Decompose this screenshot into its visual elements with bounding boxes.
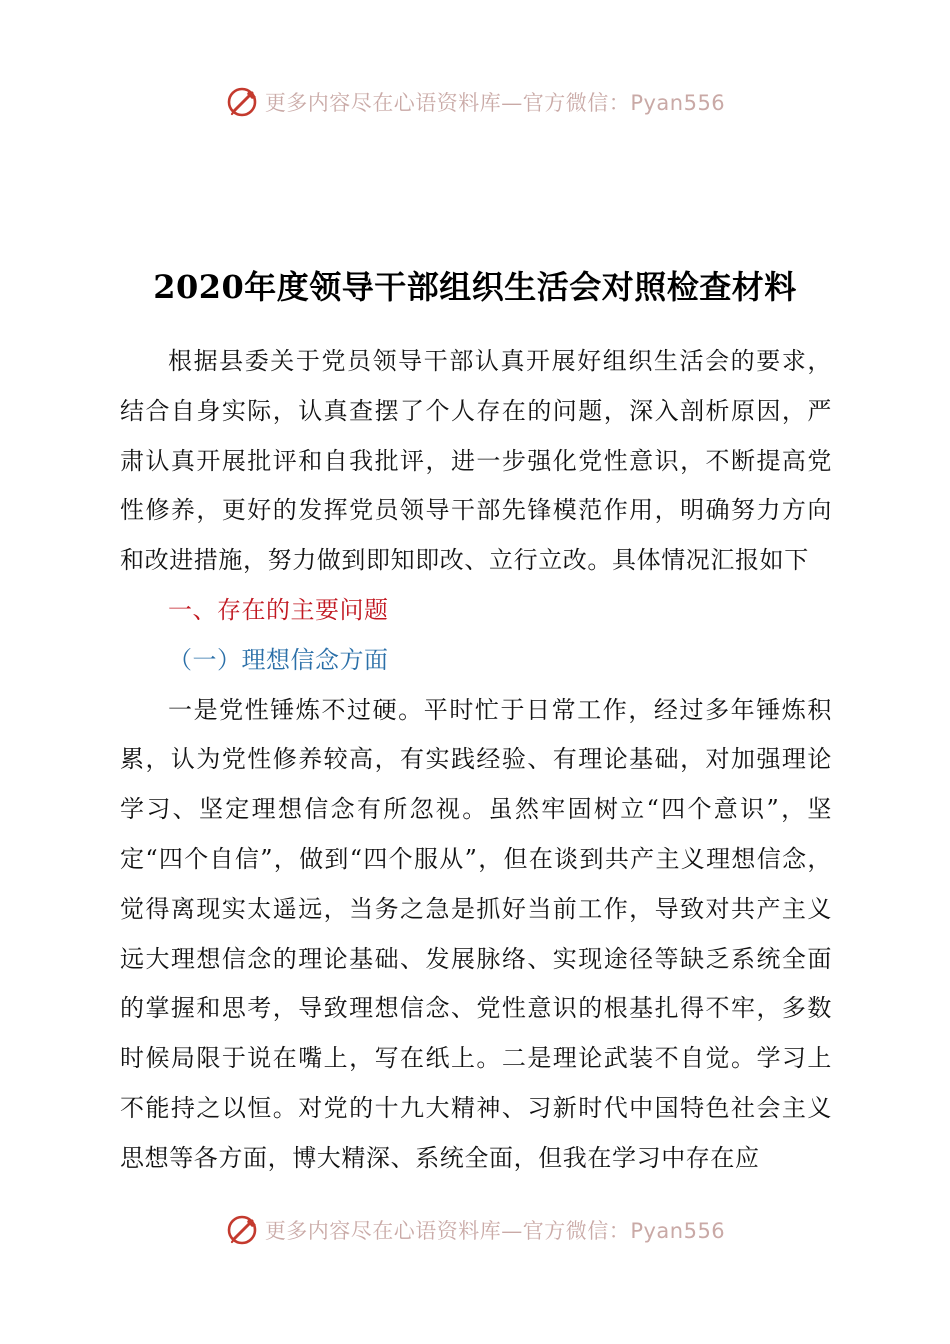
pen-circle-logo-icon [225,1212,261,1248]
document-body [120,337,832,1184]
subsection-heading: （一）理想信念方面 [168,645,389,674]
header-watermark-banner [0,82,950,122]
section-heading: 一、存在的主要问题 [168,595,389,624]
pen-circle-logo-icon [225,84,261,120]
wechat-id: Pyan556 [630,1219,726,1243]
wechat-id: Pyan556 [630,91,726,115]
body-paragraph: 一是党性锤炼不过硬。平时忙于日常工作，经过多年锤炼积累，认为党性修养较高，有实践经验、有理论基础，对加强理论学习、坚定理想信念有所忽视。虽然牢固树立“四个意识”，坚定“四个自信”，做到“四个服从”，但在谈到共产主义理想信念，觉得离现实太遥远，当务之急是抓好当前工作，导致对共产主义远大理想信念的理论基础、发展脉络、实现途径等缺乏系统全面的掌握和思考，导致理想信念、党性意识的根基扎得不牢，多数时候局限于说在嘴上，写在纸上。二是理论武装不自觉。学习上不能持之以恒。对党的十九大精神、习新时代中国特色社会主义思想等各方面，博大精深、系统全面，但我在学习中存在应 [120,695,832,1172]
banner-text: 更多内容尽在心语资料库—官方微信：Pyan556 [264,91,726,115]
document-title: 2020年度领导干部组织生活会对照检查材料 [153,268,797,306]
banner-text: 更多内容尽在心语资料库—官方微信：Pyan556 [264,1219,726,1243]
footer-watermark-banner [0,1210,950,1250]
intro-paragraph: 根据县委关于党员领导干部认真开展好组织生活会的要求，结合自身实际，认真查摆了个人存在的问题，深入剖析原因，严肃认真开展批评和自我批评，进一步强化党性意识，不断提高党性修养，更好的发挥党员领导干部先锋模范作用，明确努力方向和改进措施，努力做到即知即改、立行立改。具体情况汇报如下 [120,347,832,575]
